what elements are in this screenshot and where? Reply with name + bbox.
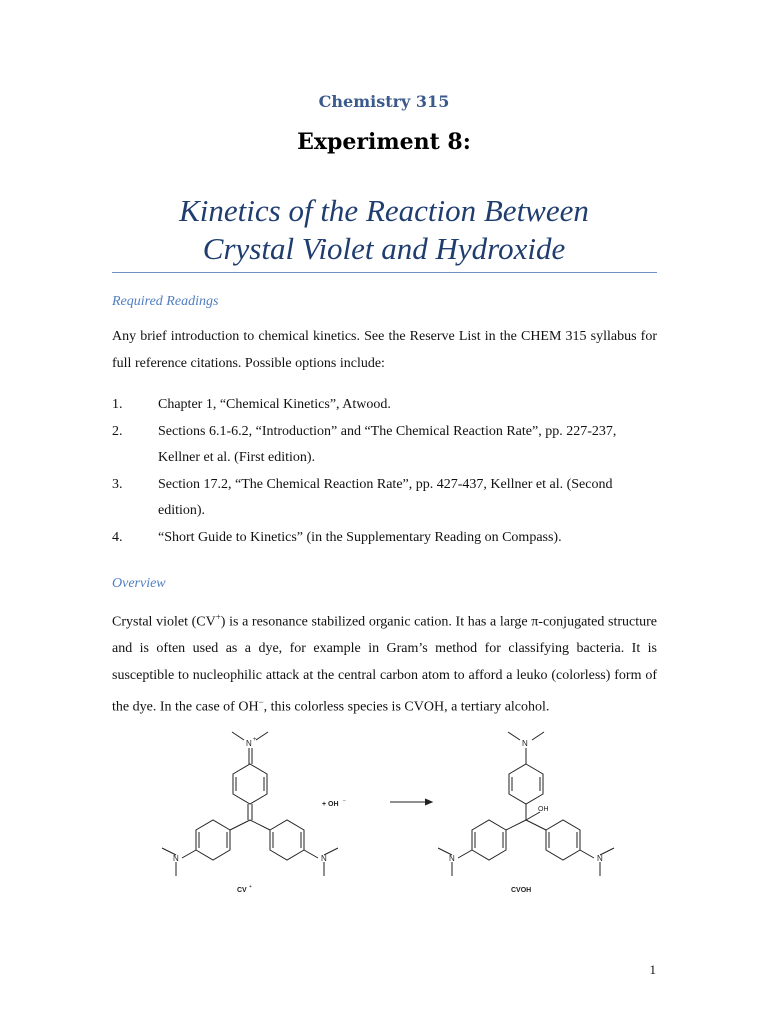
reading-number: 2.	[112, 423, 123, 439]
document-title	[0, 192, 768, 268]
cv-top-n-plus: +	[253, 737, 257, 743]
overview-heading: Overview	[112, 576, 166, 591]
overview-text-c: , this colorless species is CVOH, a tertiary alcohol.	[263, 699, 550, 715]
cvoh-left-n-label: N	[449, 854, 455, 863]
overview-text-a: Crystal violet (CV	[112, 614, 216, 630]
readings-list	[112, 392, 657, 551]
cv-left-n-label: N	[173, 854, 179, 863]
cv-charge: +	[215, 612, 221, 622]
reading-text: “Short Guide to Kinetics” (in the Supplementary Reading on Compass).	[158, 529, 562, 545]
reading-text: Chapter 1, “Chemical Kinetics”, Atwood.	[158, 397, 391, 412]
reaction-scheme-drawing	[150, 728, 620, 900]
product-label: CVOH	[511, 887, 532, 894]
cv-right-n-label: N	[321, 854, 327, 863]
course-name: Chemistry 315	[318, 92, 450, 111]
reading-item	[112, 392, 657, 419]
reaction-scheme	[150, 728, 620, 905]
reading-text: Section 17.2, “The Chemical Reaction Rate”, pp. 427-437, Kellner et al. (Second edition).	[158, 476, 613, 518]
reading-item	[112, 525, 657, 552]
overview-text-b: ) is a resonance stabilized organic cation. It has a large π-conjugated structure and is often used as a dye, for example in Gram’s method for classifying bacteria. It is susceptible to nucleophilic attack at the central carbon atom to afford a leuko (colorless) form of the dye. In the case of OH	[112, 614, 658, 715]
reading-number: 3.	[112, 476, 123, 492]
reagent-label: + OH	[322, 801, 339, 808]
reading-text: Sections 6.1-6.2, “Introduction” and “The Chemical Reaction Rate”, pp. 227-237, Kellner et al. (First edition).	[158, 423, 617, 465]
cvoh-right-n-label: N	[597, 854, 603, 863]
required-readings-heading: Required Readings	[112, 294, 219, 309]
reading-number: 1.	[112, 397, 123, 412]
reading-item	[112, 472, 657, 525]
reactant-charge: +	[249, 884, 252, 890]
cvoh-oh-label: OH	[538, 806, 549, 813]
reading-number: 4.	[112, 529, 123, 545]
reactant-label: CV	[237, 887, 247, 894]
experiment-number: Experiment 8:	[297, 129, 471, 155]
page-number: 1	[649, 962, 656, 977]
title-line-2: Crystal Violet and Hydroxide	[202, 231, 566, 266]
reagent-charge: −	[343, 798, 346, 804]
reading-item	[112, 419, 657, 472]
oh-charge: −	[258, 697, 264, 708]
cv-top-n-label: N	[246, 739, 252, 748]
cvoh-top-n-label: N	[522, 739, 528, 748]
title-line-1: Kinetics of the Reaction Between	[179, 193, 589, 228]
overview-paragraph	[112, 604, 657, 721]
readings-intro: Any brief introduction to chemical kinetics. See the Reserve List in the CHEM 315 syllabus for full reference citations. Possible options include:	[112, 329, 657, 371]
title-divider	[112, 272, 657, 273]
